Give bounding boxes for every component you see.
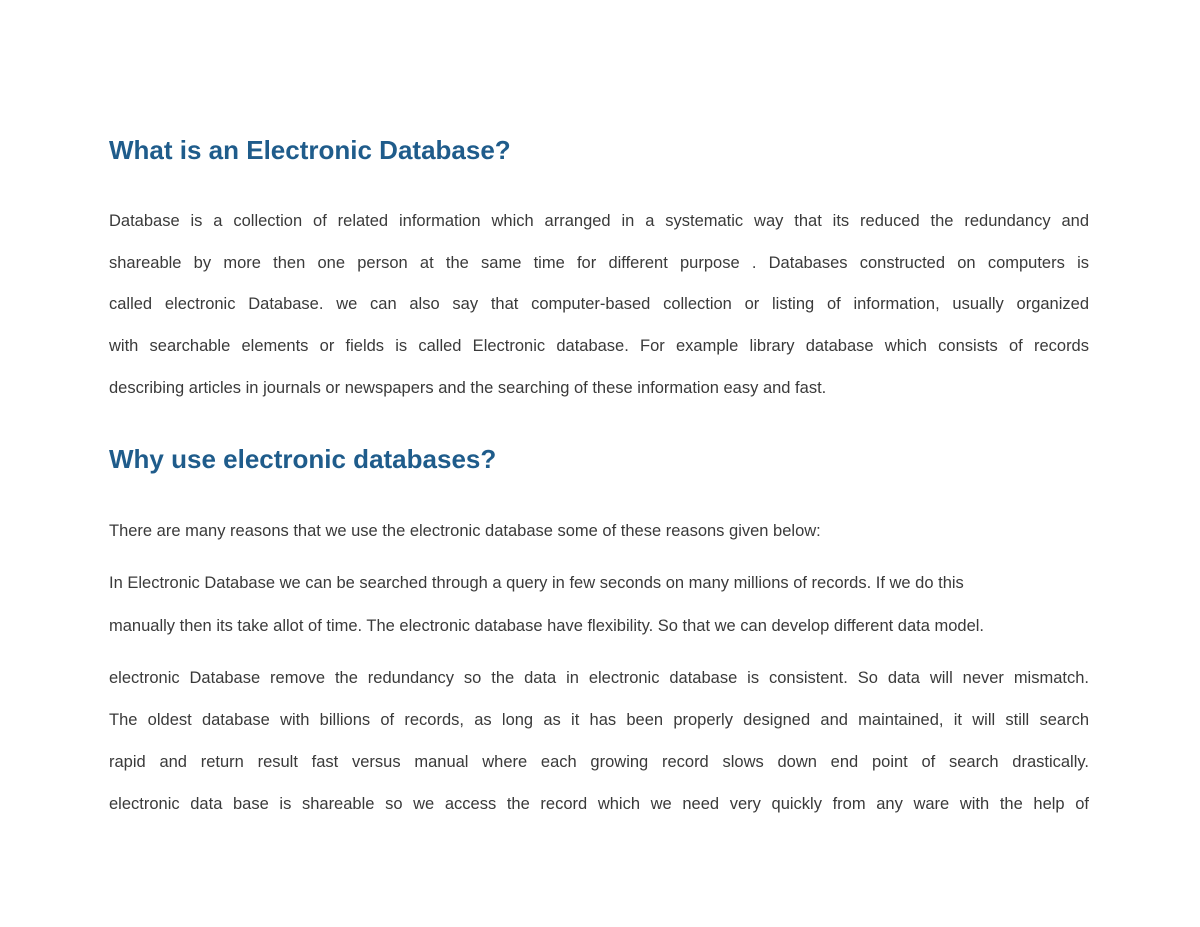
paragraph-line: manually then its take allot of time. The electronic database have flexibility. So that we can develop different data model. [109, 617, 985, 635]
paragraph-line: with searchable elements or fields is called Electronic database. For example library database which consists of records [109, 337, 1089, 355]
paragraph-line: In Electronic Database we can be searched through a query in few seconds on many millions of records. If we do this [109, 574, 964, 592]
document-page [109, 0, 1089, 927]
section-heading-what-is: What is an Electronic Database? [109, 135, 511, 165]
paragraph-line: electronic Database remove the redundancy so the data in electronic database is consistent. So data will never mismatch. [109, 669, 1089, 687]
paragraph-line: describing articles in journals or newspapers and the searching of these information easy and fast. [109, 379, 827, 397]
paragraph-line: electronic data base is shareable so we access the record which we need very quickly from any ware with the help of [109, 795, 1089, 813]
paragraph-line: There are many reasons that we use the electronic database some of these reasons given below: [109, 522, 821, 540]
paragraph-line: The oldest database with billions of records, as long as it has been properly designed and maintained, it will still search [109, 711, 1089, 729]
paragraph-line: called electronic Database. we can also say that computer-based collection or listing of information, usually organized [109, 295, 1089, 313]
paragraph-line: shareable by more then one person at the same time for different purpose . Databases constructed on computers is [109, 254, 1089, 272]
paragraph-line: Database is a collection of related information which arranged in a systematic way that its reduced the redundancy and [109, 212, 1089, 230]
paragraph-line: rapid and return result fast versus manual where each growing record slows down end point of search drastically. [109, 753, 1089, 771]
section-heading-why-use: Why use electronic databases? [109, 444, 497, 474]
